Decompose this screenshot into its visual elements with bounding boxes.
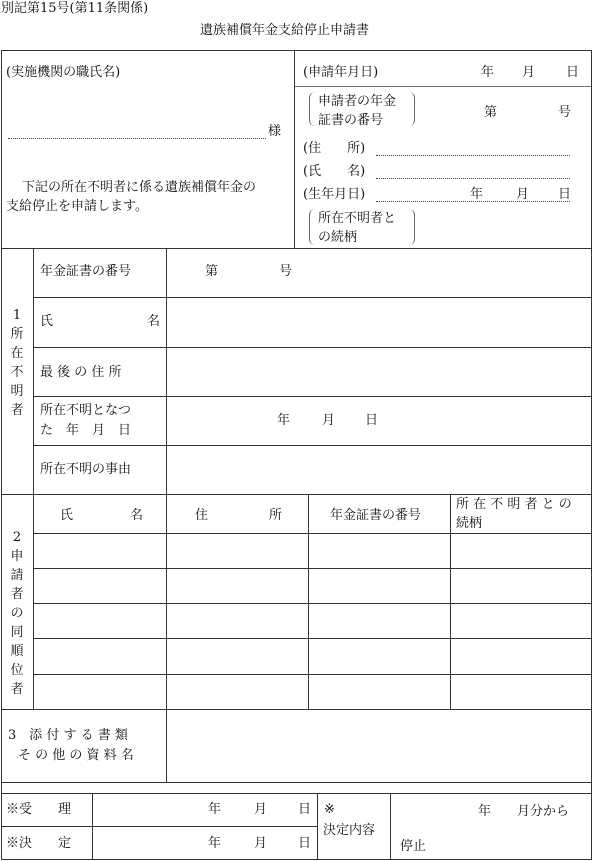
receipt-label: ※受 理 xyxy=(6,802,72,817)
s1-since-label-2: た 年 月 日 xyxy=(40,423,132,438)
pension-cert-label-2: 証書の番号 xyxy=(318,113,384,128)
s2-row-2[interactable] xyxy=(34,569,591,603)
statement-line-1: 下記の所在不明者に係る遺族補償年金の xyxy=(22,180,257,195)
address-line[interactable] xyxy=(376,155,570,156)
name-line[interactable] xyxy=(376,178,570,179)
s1-since-month: 月 xyxy=(322,413,336,428)
receipt-day: 日 xyxy=(298,802,312,817)
s2-col-cert: 年金証書の番号 xyxy=(330,508,422,523)
name-label: (氏 名) xyxy=(303,164,366,179)
s3-label-1: 3 添 付 す る 書 類 xyxy=(8,728,128,743)
s3-label-2: そ の 他 の 資 料 名 xyxy=(18,748,134,763)
birth-label: (生年月日) xyxy=(303,187,366,202)
stop-text: 停止 xyxy=(400,839,427,854)
s1-reason-value[interactable] xyxy=(167,446,591,494)
s1-cert-dai: 第 xyxy=(205,264,219,279)
s1-name-label-b: 名 xyxy=(147,314,161,329)
relation-label-1: 所在不明者と xyxy=(318,211,397,226)
s2-col-name-b: 名 xyxy=(130,508,144,523)
s2-row-1[interactable] xyxy=(34,534,591,568)
address-label: (住 所) xyxy=(303,141,366,156)
s2-row-4[interactable] xyxy=(34,639,591,674)
s1-since-day: 日 xyxy=(365,413,379,428)
s3-documents-value[interactable] xyxy=(167,710,591,782)
application-date-month: 月 xyxy=(522,65,536,80)
s1-since-year: 年 xyxy=(277,413,291,428)
s1-name-label-a: 氏 xyxy=(40,314,54,329)
s2-col-name-a: 氏 xyxy=(60,508,74,523)
stop-from-text: 年 月分から xyxy=(478,804,570,819)
s1-since-label-1: 所在不明となつ xyxy=(40,403,132,418)
s1-cert-value[interactable] xyxy=(167,249,591,297)
s1-cert-go: 号 xyxy=(279,264,293,279)
application-date-day: 日 xyxy=(566,65,580,80)
institution-name-line[interactable] xyxy=(8,138,266,139)
pension-cert-dai: 第 xyxy=(484,105,498,120)
sama-label: 様 xyxy=(268,124,282,139)
s2-row-3[interactable] xyxy=(34,604,591,638)
s1-address-value[interactable] xyxy=(167,348,591,396)
s2-col-relation-2: 続柄 xyxy=(456,516,483,531)
decision-month: 月 xyxy=(254,836,268,851)
birth-year: 年 xyxy=(470,187,484,202)
birth-month: 月 xyxy=(516,187,530,202)
receipt-month: 月 xyxy=(254,802,268,817)
pension-cert-label-1: 申請者の年金 xyxy=(318,94,397,109)
s1-reason-label: 所在不明の事由 xyxy=(40,462,132,477)
s1-since-value[interactable] xyxy=(167,397,591,445)
relation-label-2: の続柄 xyxy=(318,230,358,245)
decision-content-label: 決定内容 xyxy=(323,823,376,838)
section2-side-label: 2申請者の同順位者 xyxy=(10,530,24,697)
s1-name-value[interactable] xyxy=(167,298,591,347)
s2-col-address-b: 所 xyxy=(269,508,283,523)
s2-col-relation-1: 所 在 不 明 者 と の xyxy=(456,497,572,512)
s2-col-address-a: 住 xyxy=(195,508,209,523)
institution-label: (実施機関の職氏名) xyxy=(6,65,121,80)
s1-address-label: 最 後 の 住 所 xyxy=(40,365,122,380)
decision-label: ※決 定 xyxy=(6,836,72,851)
decision-day: 日 xyxy=(298,836,312,851)
decision-year: 年 xyxy=(208,836,222,851)
receipt-year: 年 xyxy=(208,802,222,817)
application-date-label: (申請年月日) xyxy=(303,65,379,80)
s1-cert-label: 年金証書の番号 xyxy=(40,264,132,279)
birth-day: 日 xyxy=(558,187,572,202)
statement-line-2: 支給停止を申請します。 xyxy=(6,199,148,214)
form-id: 別記第15号(第11条関係) xyxy=(1,1,149,16)
kome-mark: ※ xyxy=(324,802,335,817)
pension-cert-go: 号 xyxy=(558,105,572,120)
section1-side-label: 1所在不明者 xyxy=(10,308,24,418)
application-date-year: 年 xyxy=(481,65,495,80)
form-title: 遺族補償年金支給停止申請書 xyxy=(200,23,370,38)
birth-line[interactable] xyxy=(376,201,570,202)
s2-row-5[interactable] xyxy=(34,675,591,709)
